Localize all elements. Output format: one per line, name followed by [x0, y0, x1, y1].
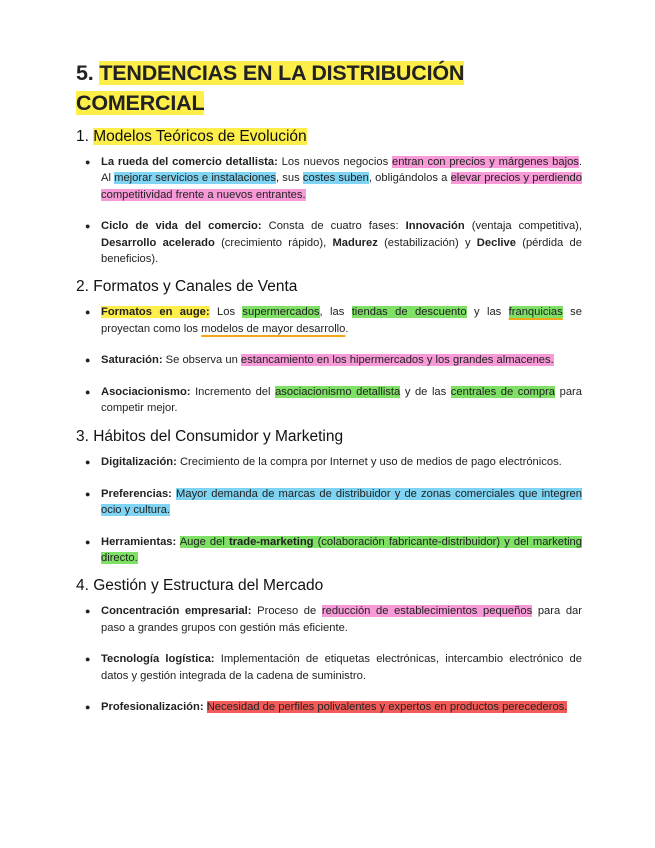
highlight-green-bold: trade-marketing: [228, 535, 314, 548]
highlight-blue: Mayor demanda de marcas de distribuidor y de zonas comerciales que integren ocio y cultura.: [101, 487, 582, 516]
item-text: se proyectan como los: [101, 306, 582, 335]
section-1-list: [76, 154, 582, 267]
item-label: Preferencias:: [101, 487, 172, 500]
highlight-pink: elevar precios y perdiendo competitividad frente a nuevos entrantes.: [101, 172, 582, 201]
list-item: [76, 384, 582, 417]
item-text: Incremento del: [190, 386, 276, 399]
item-label: La rueda del comercio detallista:: [101, 156, 278, 168]
highlight-green: asociacionismo detallista: [275, 386, 401, 399]
item-text: (crecimiento rápido),: [214, 236, 333, 249]
bullet-icon: ●: [85, 456, 91, 467]
highlight-red: Necesidad de perfiles polivalentes y expertos en productos perecederos.: [206, 701, 568, 714]
item-text: , sus: [276, 172, 303, 185]
highlight-green: tiendas de descuento: [351, 306, 467, 319]
item-label: Asociacionismo:: [101, 386, 191, 399]
item-text: y las: [466, 306, 509, 319]
item-text: para competir mejor.: [101, 386, 582, 415]
item-text: , obligándolos a: [368, 172, 451, 185]
highlight-green: Auge del: [179, 535, 229, 548]
bullet-icon: ●: [85, 606, 91, 617]
item-label: Profesionalización:: [101, 701, 204, 714]
item-label: Formatos en auge:: [101, 306, 210, 319]
item-text: Proceso de: [251, 605, 322, 618]
item-text: . Al: [101, 156, 582, 185]
bullet-icon: ●: [85, 536, 91, 547]
bullet-icon: ●: [85, 157, 91, 167]
item-text: Los nuevos negocios: [277, 156, 392, 168]
bullet-icon: ●: [85, 355, 91, 366]
item-text: y de las: [400, 386, 451, 399]
document-page: [76, 58, 582, 725]
list-item: [76, 603, 582, 636]
highlight-green: centrales de compra: [450, 386, 556, 399]
list-item: [76, 352, 582, 368]
title-number: 5.: [76, 61, 94, 85]
bullet-icon: ●: [85, 654, 91, 665]
section-2-list: [76, 304, 582, 416]
item-bold: Desarrollo acelerado: [101, 236, 215, 249]
item-text: Se observa un: [162, 354, 241, 367]
section-heading-2: 2. Formatos y Canales de Venta: [76, 278, 298, 296]
item-label: Saturación:: [101, 354, 163, 367]
item-label: Herramientas:: [101, 535, 177, 548]
item-text: .: [345, 322, 349, 335]
bullet-icon: ●: [85, 488, 91, 499]
title-text: TENDENCIAS EN LA DISTRIBUCIÓN COMERCIAL: [76, 61, 465, 115]
bullet-icon: ●: [85, 387, 91, 398]
highlight-pink: estancamiento en los hipermercados y los grandes almacenes.: [240, 354, 554, 367]
bullet-icon: ●: [85, 221, 91, 232]
list-item: [76, 454, 582, 470]
item-label: Digitalización:: [101, 455, 177, 468]
item-text: (pérdida de beneficios).: [101, 236, 582, 265]
item-text: , las: [319, 306, 352, 319]
section-4-list: [76, 603, 582, 715]
list-item: [76, 218, 582, 267]
bullet-icon: ●: [85, 307, 91, 318]
highlight-blue: costes suben: [302, 172, 369, 185]
item-text: Consta de cuatro fases:: [261, 220, 406, 233]
highlight-pink: reducción de establecimientos pequeños: [321, 605, 533, 618]
list-item: [76, 534, 582, 567]
list-item: [76, 304, 582, 337]
item-bold: Declive: [476, 236, 516, 249]
item-label: Ciclo de vida del comercio:: [101, 220, 262, 233]
bullet-icon: ●: [85, 702, 91, 713]
section-heading-3: 3. Hábitos del Consumidor y Marketing: [76, 427, 344, 445]
section-heading-1: [76, 126, 582, 148]
item-bold: Madurez: [332, 236, 378, 249]
list-item: [76, 154, 582, 203]
page-title: [76, 58, 582, 118]
highlight-green-underlined: franquicias: [508, 306, 563, 319]
highlight-green: supermercados: [242, 306, 320, 319]
list-item: [76, 651, 582, 684]
section-3-list: [76, 454, 582, 566]
highlight-blue: mejorar servicios e instalaciones: [114, 172, 276, 185]
item-text: Los: [209, 306, 243, 319]
highlight-pink: entran con precios y márgenes bajos: [391, 156, 579, 168]
highlight-green: (colaboración fabricante-distribuidor) y del marketing directo.: [101, 535, 582, 564]
item-text: (ventaja competitiva),: [464, 220, 583, 233]
item-label: Concentración empresarial:: [101, 605, 252, 618]
item-text: (estabilización) y: [377, 236, 477, 249]
item-text: Implementación de etiquetas electrónicas, intercambio electrónico de datos y gestión integrada de la cadena de suministro.: [101, 653, 583, 682]
item-label: Tecnología logística:: [101, 653, 215, 666]
item-text: para dar paso a grandes grupos con gestión más eficiente.: [101, 605, 582, 634]
item-bold: Innovación: [405, 220, 465, 233]
item-text: Crecimiento de la compra por Internet y uso de medios de pago electrónicos.: [176, 455, 562, 468]
list-item: [76, 486, 582, 519]
section-heading-number: 1.: [76, 128, 89, 145]
section-heading-4: 4. Gestión y Estructura del Mercado: [76, 577, 324, 595]
list-item: [76, 699, 582, 715]
underlined-text: modelos de mayor desarrollo: [201, 322, 346, 335]
section-heading-text: Modelos Teóricos de Evolución: [93, 128, 307, 145]
